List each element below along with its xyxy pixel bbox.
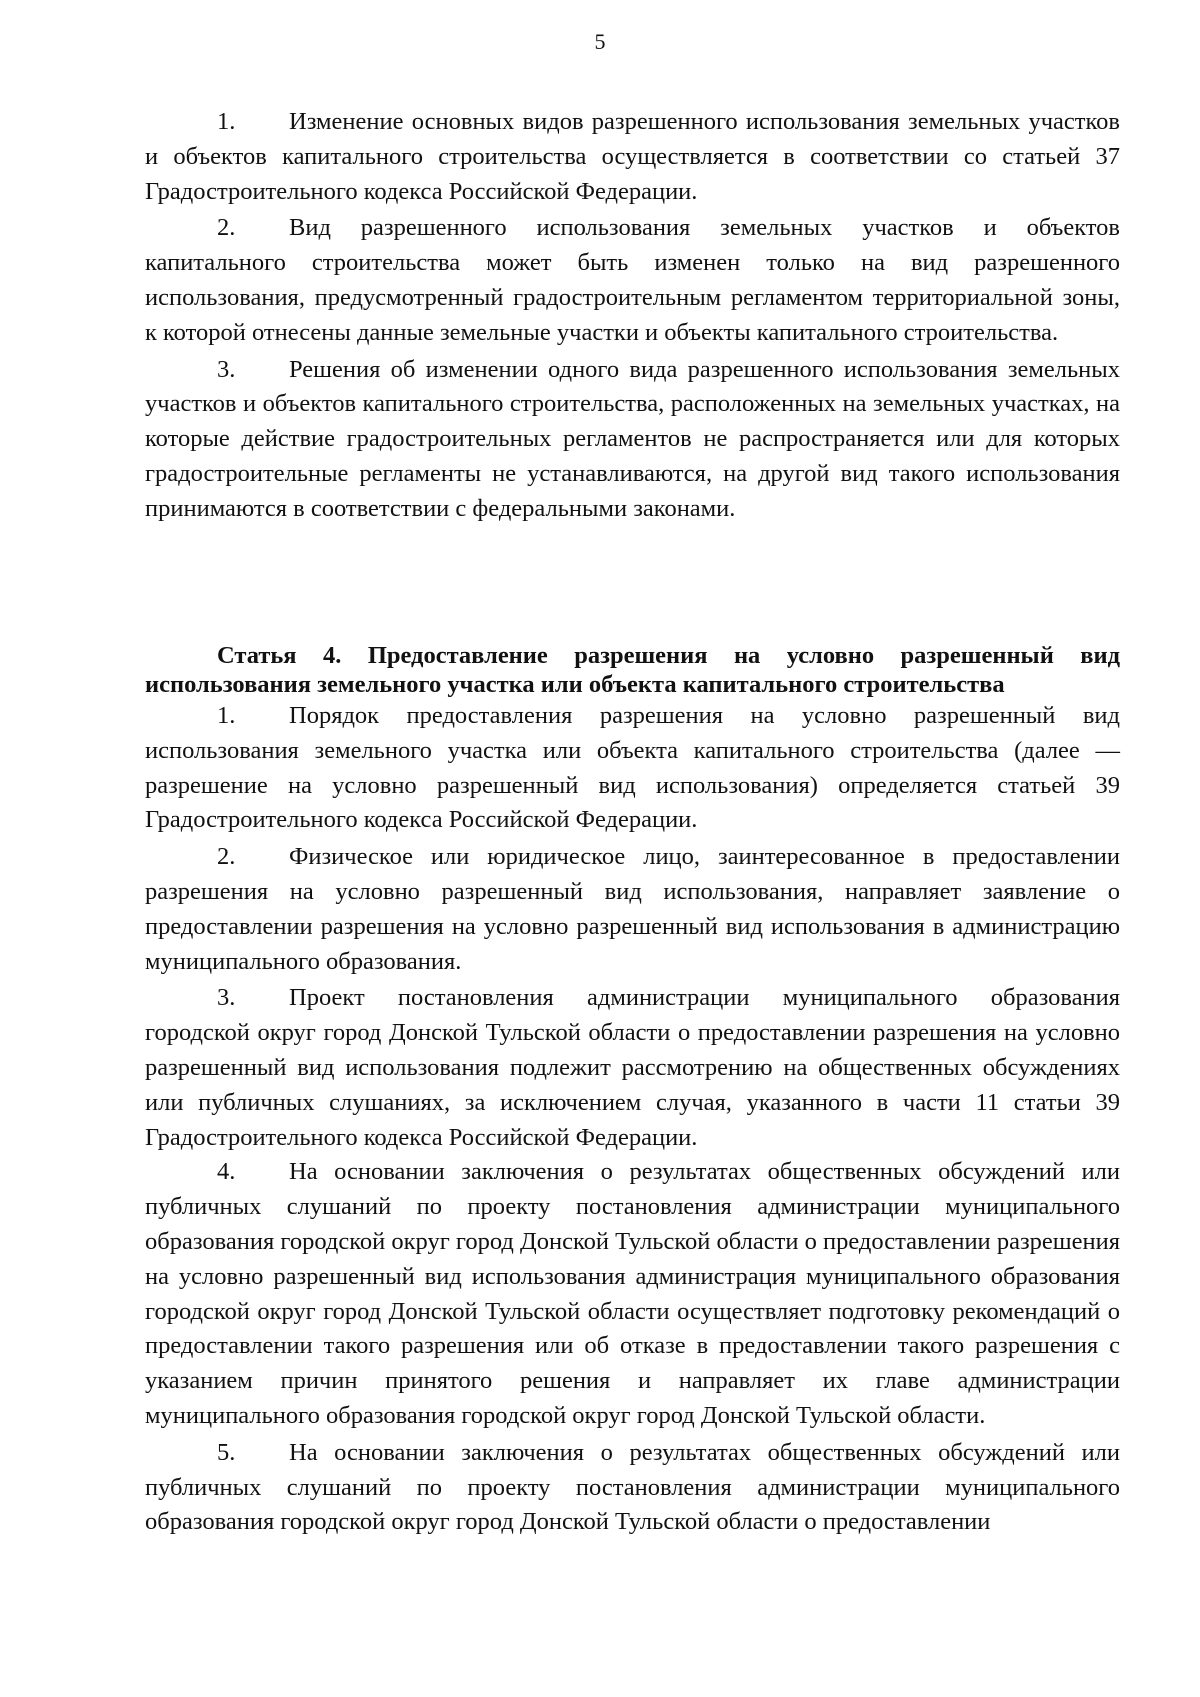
item-number: 2. [217, 214, 236, 242]
item-number: 4. [217, 1158, 236, 1186]
item-text: Решения об изменении одного вида разрешенного использования земельных участков и объектов капитального строительства, расположенных на земельных участках, на которые действие градостроительных регламентов не распространяется или для которых градостроительные регламенты не устанавливаются, на другой вид такого использования принимаются в соответствии с федеральными законами. [145, 355, 1120, 522]
article-heading: Статья 4. Предоставление разрешения на условно разрешенный вид использования земельного участка или объекта капитального строительства [145, 642, 1120, 698]
article-4-block [145, 641, 1120, 1540]
list-item [145, 699, 1120, 838]
articles-list-block [145, 105, 1120, 527]
item-number: 1. [217, 702, 236, 729]
list-item [145, 105, 1120, 209]
item-text: Физическое или юридическое лицо, заинтересованное в предоставлении разрешения на условно разрешенный вид использования, направляет заявление о предоставлении разрешения на условно разрешенный вид использования в администрацию муниципального образования. [145, 843, 1120, 975]
list-item [145, 353, 1120, 527]
item-number: 1. [217, 108, 236, 135]
list-item [145, 1436, 1120, 1540]
page-number: 5 [594, 29, 606, 54]
list-item [145, 1155, 1120, 1433]
list-item [145, 840, 1120, 979]
item-text: Порядок предоставления разрешения на условно разрешенный вид использования земельного участка или объекта капитального строительства (далее — разрешение на условно разрешенный вид использования) определяется статьей 39 Градостроительного кодекса Российской Федерации. [145, 702, 1120, 834]
item-number: 3. [217, 355, 236, 383]
list-item [145, 211, 1120, 350]
item-text: На основании заключения о результатах общественных обсуждений или публичных слушаний по проекту постановления администрации муниципального образования городской округ город Донской Тульской области о предоставлении разрешения на условно разрешенный вид использования администрация муниципального образования городской округ город Донской Тульской области осуществляет подготовку рекомендаций о предоставлении такого разрешения или об отказе в предоставлении такого разрешения с указанием причин принятого решения и направляет их главе администрации муниципального образования городской округ город Донской Тульской области. [145, 1158, 1120, 1429]
item-text: На основании заключения о результатах общественных обсуждений или публичных слушаний по проекту постановления администрации муниципального образования городской округ город Донской Тульской области о предоставлении [145, 1438, 1120, 1536]
item-number: 2. [217, 843, 236, 871]
list-item [145, 981, 1120, 1155]
item-number: 5. [217, 1438, 236, 1466]
item-number: 3. [217, 984, 236, 1012]
item-text: Вид разрешенного использования земельных участков и объектов капитального строительства может быть изменен только на вид разрешенного использования, предусмотренный градостроительным регламентом территориальной зоны, к которой отнесены данные земельные участки и объекты капитального строительства. [145, 214, 1120, 346]
item-text: Изменение основных видов разрешенного использования земельных участков и объектов капитального строительства осуществляется в соответствии со статьей 37 Градостроительного кодекса Российской Федерации. [145, 108, 1120, 205]
item-text: Проект постановления администрации муниципального образования городской округ город Донской Тульской области о предоставлении разрешения на условно разрешенный вид использования подлежит рассмотрению на общественных обсуждениях или публичных слушаниях, за исключением случая, указанного в части 11 статьи 39 Градостроительного кодекса Российской Федерации. [145, 984, 1120, 1151]
